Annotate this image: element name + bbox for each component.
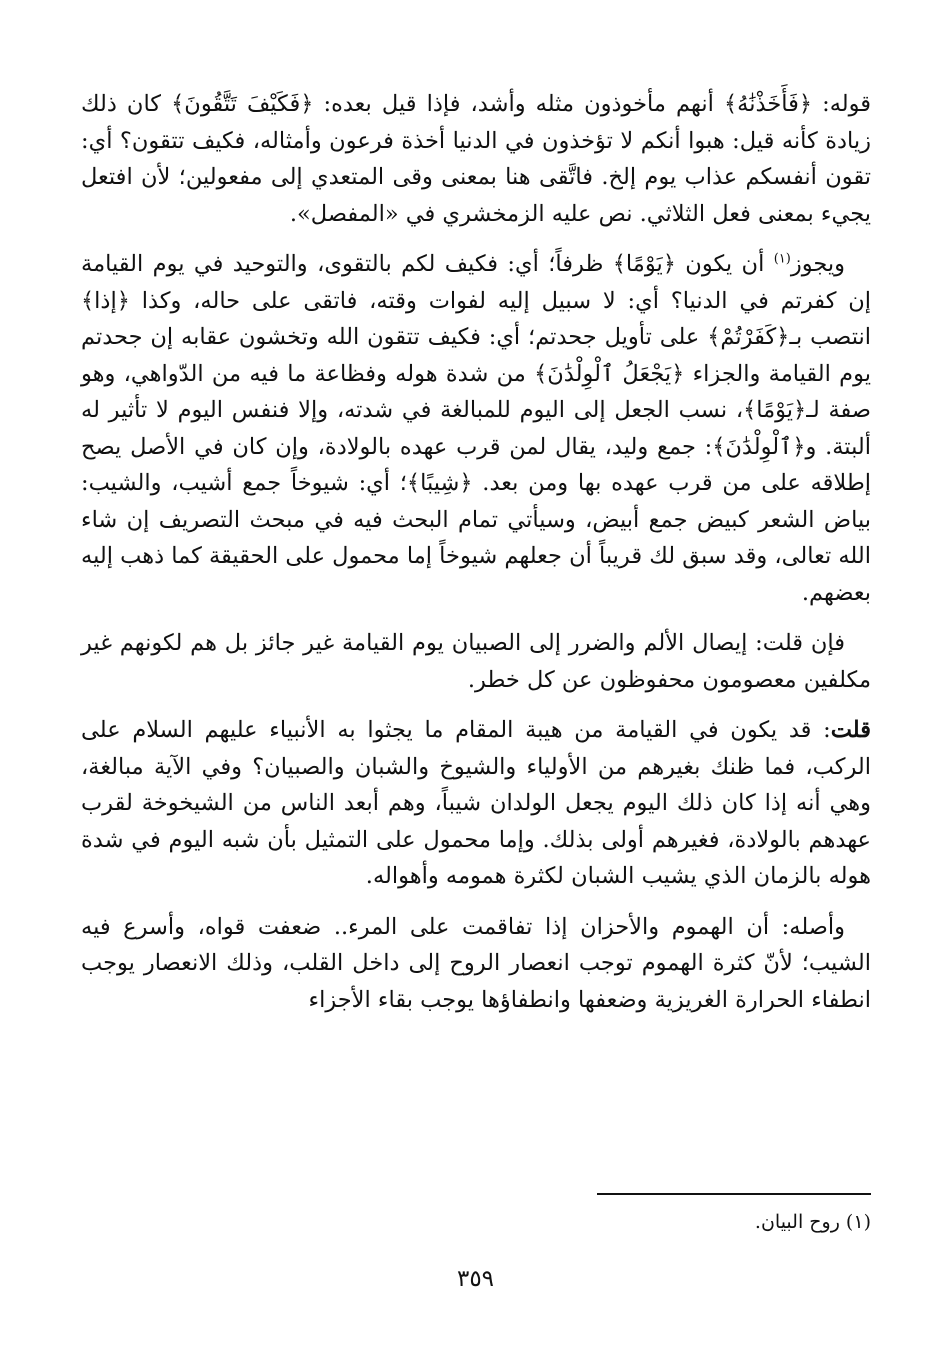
- paragraph-4: [81, 712, 871, 895]
- page-number: ٣٥٩: [456, 1266, 495, 1292]
- footnote-divider: [597, 1193, 871, 1195]
- paragraph-4-text: : قد يكون في القيامة من هيبة المقام ما يجثوا به الأنبياء عليهم السلام على الركب، فما ظنك بغيرهم من الأولياء والشيوخ والشبان والصبيان؟ وفي الآية مبالغة، وهي أنه إذا كان ذلك اليوم يجعل الولدان شيباً، وهم أبعد الناس من الشيخوخة لقرب عهدهم بالولادة، فغيرهم أولى بذلك. وإما محمول على التمثيل بأن شبه اليوم في شدة هوله بالزمان الذي يشيب الشبان لكثرة همومه وأهواله.: [81, 717, 871, 889]
- paragraph-2-lead: ويجوز: [790, 251, 845, 277]
- main-text: [81, 86, 871, 1032]
- paragraph-2: [81, 246, 871, 611]
- paragraph-5: [81, 909, 871, 1019]
- paragraph-1: [81, 86, 871, 232]
- paragraph-3-text: فإن قلت: إيصال الألم والضرر إلى الصبيان يوم القيامة غير جائز بل هم لكونهم غير مكلفين معصومون محفوظون عن كل خطر.: [81, 630, 871, 693]
- footnote: (١) روح البيان.: [754, 1211, 871, 1233]
- footnote-marker: (١): [773, 251, 791, 267]
- paragraph-2-text: أن يكون ﴿يَوْمًا﴾ ظرفاً؛ أي: فكيف لكم بالتقوى، والتوحيد في يوم القيامة إن كفرتم في الدنيا؟ أي: لا سبيل إليه لفوات وقته، فاتقى على حاله، وكذا ﴿إذا﴾ انتصب بـ﴿كَفَرْتُمْ﴾ على تأويل جحدتم؛ أي: فكيف تتقون الله وتخشون عقابه إن جحدتم يوم القيامة والجزاء ﴿يَجْعَلُ ٱلْوِلْدَٰنَ﴾ من شدة هوله وفظاعة ما فيه من الدّواهي، وهو صفة لـ﴿يَوْمًا﴾، نسب الجعل إلى اليوم للمبالغة في شدته، وإلا فنفس اليوم لا تأثير له ألبتة. و﴿ٱلْوِلْدَٰنَ﴾: جمع وليد، يقال لمن قرب عهده بالولادة، وإن كان في الأصل يصح إطلاقه على من قرب عهده بها ومن بعد. ﴿شِيبًا﴾؛ أي: شيوخاً جمع أشيب، والشيب: بياض الشعر كبيض جمع أبيض، وسيأتي تمام البحث فيه في مبحث التصريف إن شاء الله تعالى، وقد سبق لك قريباً أن جعلهم شيوخاً إما محمول على الحقيقة كما ذهب إليه بعضهم.: [81, 251, 871, 606]
- paragraph-5-text: وأصله: أن الهموم والأحزان إذا تفاقمت على المرء.. ضعفت قواه، وأسرع فيه الشيب؛ لأنّ كثرة الهموم توجب انعصار الروح إلى داخل القلب، وذلك الانعصار يوجب انطفاء الحرارة الغريزية وضعفها وانطفاؤها يوجب بقاء الأجزاء: [81, 913, 871, 1013]
- paragraph-4-lead: قلت: [830, 717, 871, 743]
- paragraph-3: [81, 625, 871, 698]
- paragraph-1-text: قوله: ﴿فَأَخَذْنَٰهُ﴾ أنهم مأخوذون مثله وأشد، فإذا قيل بعده: ﴿فَكَيْفَ تَتَّقُونَ﴾ كان ذلك زيادة كأنه قيل: هبوا أنكم لا تؤخذون في الدنيا أخذة فرعون وأمثاله، فكيف تتقون؟ أي: تقون أنفسكم عذاب يوم إلخ. فاتَّقى هنا بمعنى وقى المتعدي إلى مفعولين؛ لأن افتعل يجيء بمعنى فعل الثلاثي. نص عليه الزمخشري في «المفصل».: [81, 91, 871, 227]
